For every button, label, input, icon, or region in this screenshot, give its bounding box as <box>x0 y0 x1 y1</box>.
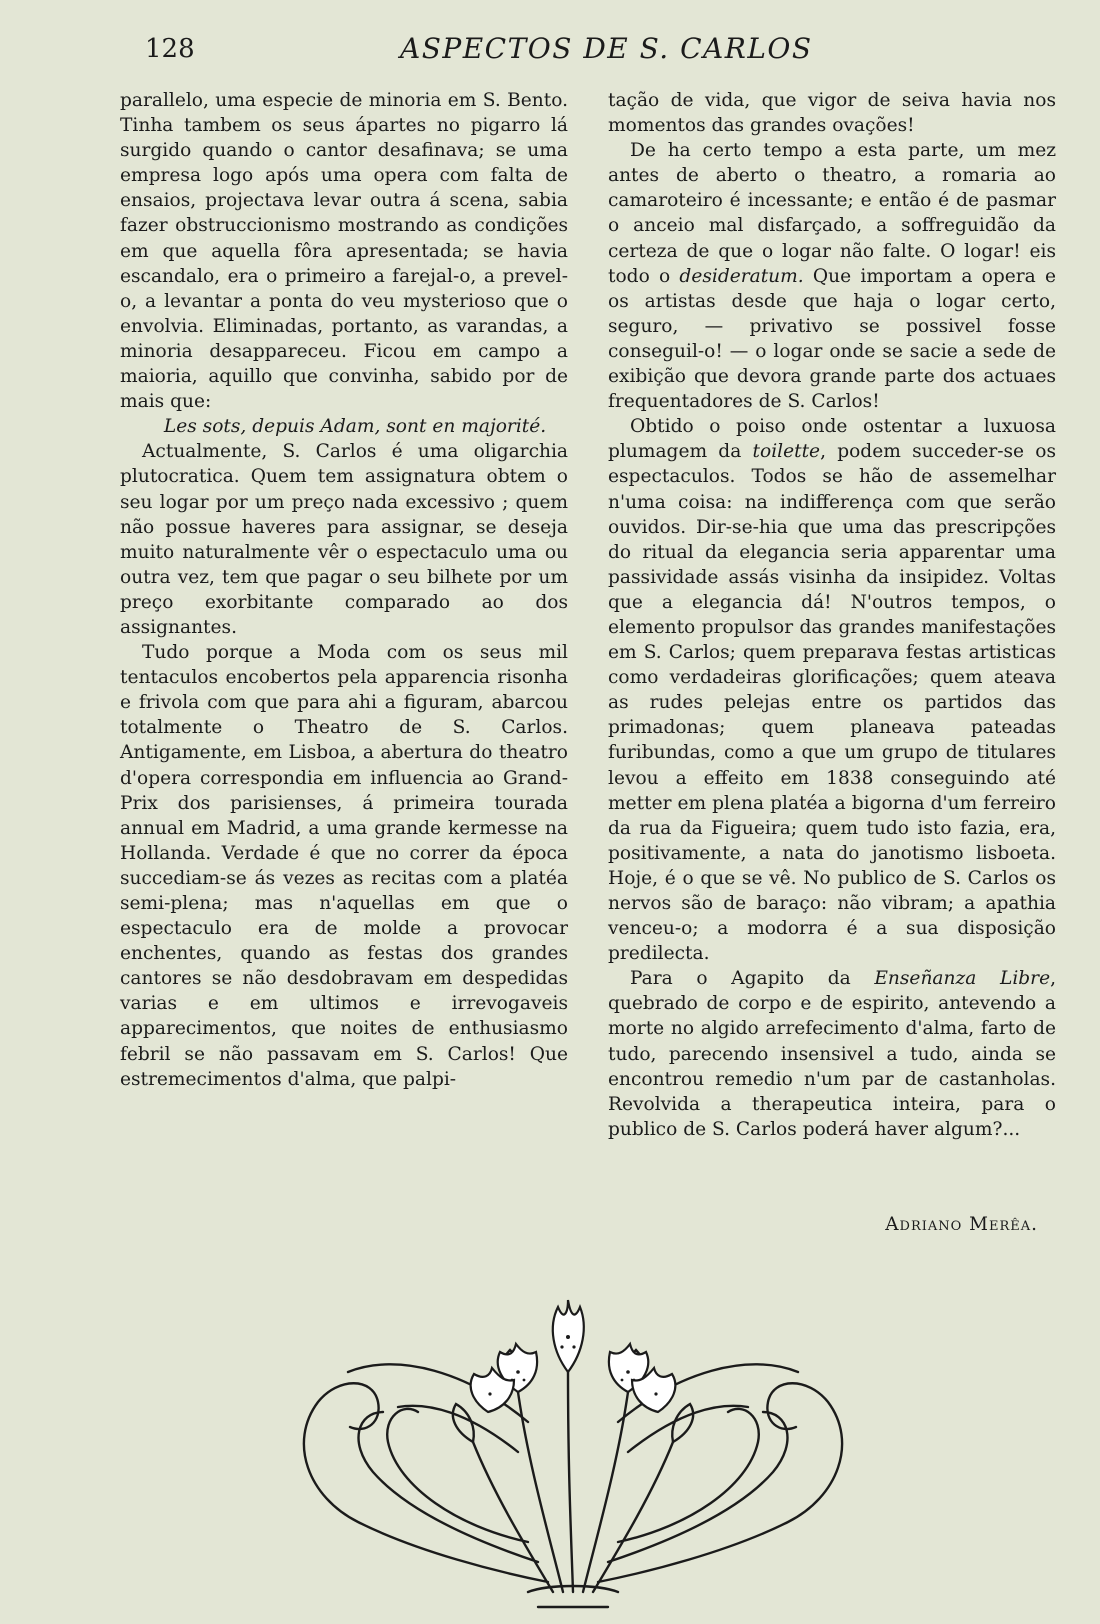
paragraph <box>608 966 1056 1142</box>
paragraph <box>608 138 1056 414</box>
paragraph: Actualmente, S. Carlos é uma oligarchia plutocratica. Quem tem assignatura obtem o seu logar por um preço nada excessivo ; quem não possue haveres para assignar, se deseja muito naturalmente vêr o espectaculo uma ou outra vez, tem que pagar o seu bilhete por um preço exorbitante comparado ao dos assignantes. <box>120 441 568 638</box>
paragraph <box>608 414 1056 966</box>
left-column <box>120 88 568 1092</box>
text-run: Que importam a opera e os artistas desde que haja o logar certo, seguro, — privativo se possivel fosse conseguil-o! — o logar onde se sacie a sede de exibição que devora grande parte dos actuaes frequentadores de S. Carlos! <box>608 265 1056 413</box>
page-number: 128 <box>145 34 195 64</box>
text-run: , quebrado de corpo e de espirito, antevendo a morte no algido arrefecimento d'alma, farto de tudo, parecendo insensivel a tudo, ainda se encontrou remedio n'um par de castanholas. Revolvida a therapeutica inteira, para o publico de S. Carlos poderá haver algum?... <box>608 968 1056 1140</box>
art-nouveau-floral-ornament-icon <box>278 1292 868 1622</box>
italic-text: desideratum. <box>679 265 804 287</box>
italic-text: Enseñanza Libre <box>874 968 1051 990</box>
italic-text: toilette <box>752 441 821 463</box>
paragraph: tação de vida, que vigor de seiva havia nos momentos das grandes ovações! <box>608 90 1056 137</box>
right-column <box>608 88 1056 1142</box>
author-signature: Adriano Merêa. <box>885 1214 1038 1235</box>
paragraph: Tudo porque a Moda com os seus mil tentaculos encobertos pela apparencia risonha e frivola com que para ahi a figuram, abarcou totalmente o Theatro de S. Carlos. Antigamente, em Lisboa, a abertura do theatro d'opera correspondia em influencia ao Grand-Prix dos parisienses, á primeira tourada annual em Madrid, a uma grande kermesse na Hollanda. Verdade é que no correr da época succediam-se ás vezes as recitas com a platéa semi-plena; mas n'aquellas em que o espectaculo era de molde a provocar enchentes, quando as festas dos grandes cantores se não desdobravam em despedidas varias e em ultimos e irrevogaveis apparecimentos, que noites de enthusiasmo febril se não passavam em S. Carlos! Que estremecimentos d'alma, que palpi- <box>120 642 568 1090</box>
text-run: De ha certo tempo a esta parte, um mez antes de aberto o theatro, a romaria ao camaroteiro é incessante; e então é de pasmar o anceio mal disfarçado, a soffreguidão da certeza de que o logar não falte. O logar! eis todo o <box>608 140 1056 287</box>
quote: Les sots, depuis Adam, sont en majorité. <box>163 416 547 438</box>
paragraph: parallelo, uma especie de minoria em S. Bento. Tinha tambem os seus ápartes no pigarro lá surgido quando o cantor desafinava; se uma empresa logo após uma opera com falta de ensaios, projectava levar outra á scena, sabia fazer obstruccionismo mostrando as condições em que aquella fôra apresentada; se havia escandalo, era o primeiro a farejal-o, a prevel-o, a levantar a ponta do veu mysterioso que o envolvia. Eliminadas, portanto, as varandas, a minoria desappareceu. Ficou em campo a maioria, aquillo que convinha, sabido por de mais que: <box>120 90 568 413</box>
text-run: Obtido o poiso onde ostentar a luxuosa plumagem da <box>608 416 1056 463</box>
page-header <box>145 32 1045 72</box>
running-title: ASPECTOS DE S. CARLOS <box>400 32 813 65</box>
text-run: , podem succeder-se os espectaculos. Todos se hão de assemelhar n'uma coisa: na indifferença com que serão ouvidos. Dir-se-hia que uma das prescripções do ritual da elegancia seria apparentar uma passividade assás visinha da insipidez. Voltas que a elegancia dá! N'outros tempos, o elemento propulsor das grandes manifestações em S. Carlos; quem preparava festas artisticas como verdadeiras glorificações; quem ateava as rudes pelejas entre os partidos das primadonas; quem planeava pateadas furibundas, como a que um grupo de titulares levou a effeito em 1838 conseguindo até metter em plena platéa a bigorna d'um ferreiro da rua da Figueira; quem tudo isto fazia, era, positivamente, a nata do janotismo lisboeta. Hoje, é o que se vê. No publico de S. Carlos os nervos são de baraço: não vibram; a apathia venceu-o; a modorra é a sua disposição predilecta. <box>608 441 1057 965</box>
text-run: Para o Agapito da <box>630 968 875 990</box>
